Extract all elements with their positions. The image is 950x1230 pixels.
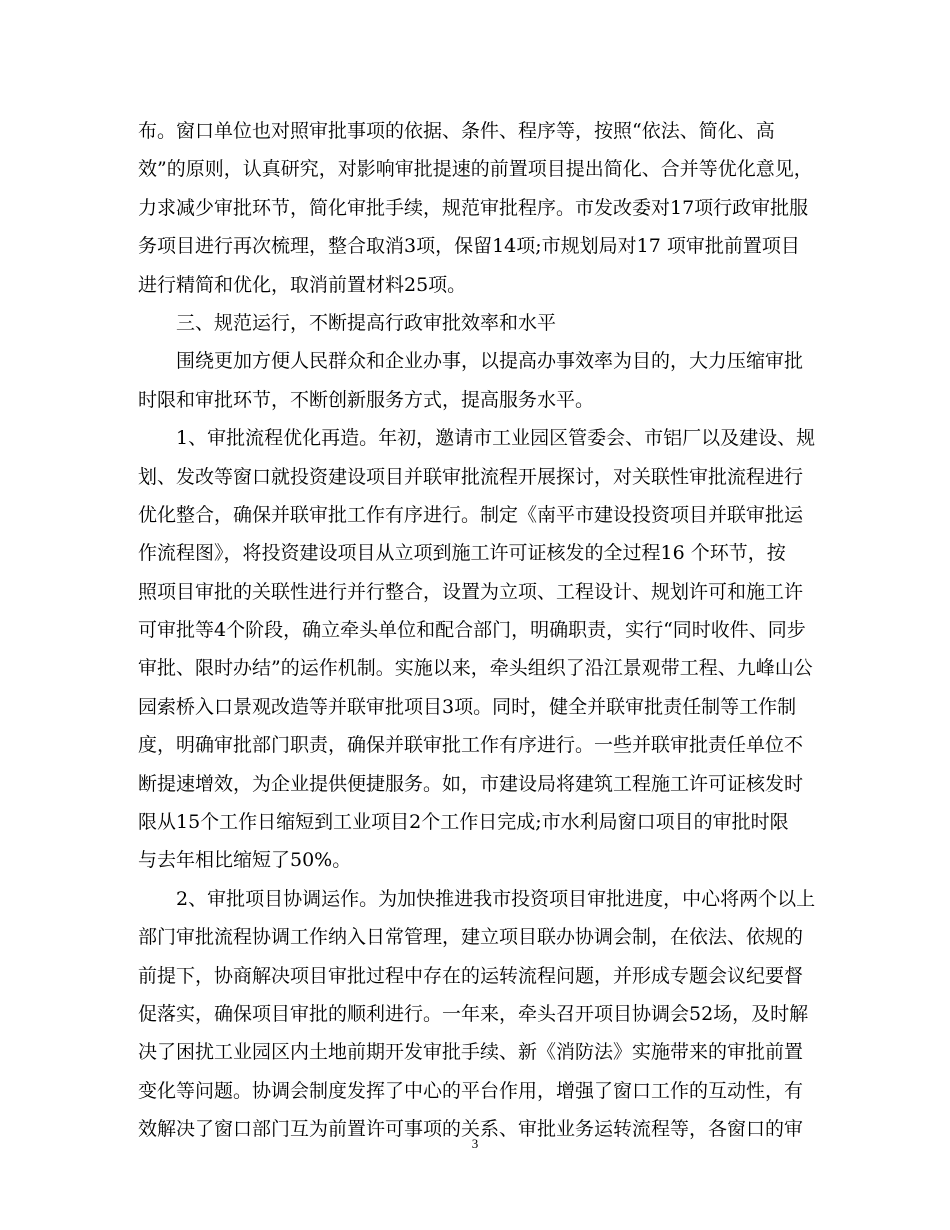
paragraph-line: 划、发改等窗口就投资建设项目并联审批流程开展探讨，对关联性审批流程进行 — [138, 465, 804, 488]
paragraph-line: 时限和审批环节，不断创新服务方式，提高服务水平。 — [138, 388, 595, 411]
paragraph-line: 优化整合，确保并联审批工作有序进行。制定《南平市建设投资项目并联审批运 — [138, 503, 804, 526]
paragraph-line: 断提速增效，为企业提供便捷服务。如，市建设局将建筑工程施工许可证核发时 — [138, 772, 804, 795]
page-number: 3 — [471, 1136, 479, 1151]
paragraph-line: 限从15个工作日缩短到工业项目2个工作日完成;市水利局窗口项目的审批时限 — [138, 811, 789, 834]
paragraph-line: 与去年相比缩短了50%。 — [138, 849, 352, 872]
paragraph-line: 围绕更加方便人民群众和企业办事，以提高办事效率为目的，大力压缩审批 — [176, 350, 804, 373]
paragraph-line: 2、审批项目协调运作。为加快推进我市投资项目审批进度，中心将两个以上 — [176, 887, 816, 910]
paragraph-line: 效”的原则，认真研究，对影响审批提速的前置项目提出简化、合并等优化意见， — [138, 158, 813, 181]
paragraph-line: 前提下，协商解决项目审批过程中存在的运转流程问题，并形成专题会议纪要督 — [138, 964, 804, 987]
paragraph-line: 变化等问题。协调会制度发挥了中心的平台作用，增强了窗口工作的互动性，有 — [138, 1079, 804, 1102]
paragraph-line: 促落实，确保项目审批的顺利进行。一年来，牵头召开项目协调会52场，及时解 — [138, 1002, 809, 1025]
section-heading: 三、规范运行，不断提高行政审批效率和水平 — [176, 311, 557, 334]
document-body — [138, 112, 814, 1149]
paragraph-line: 照项目审批的关联性进行并行整合，设置为立项、工程设计、规划许可和施工许 — [138, 580, 804, 603]
paragraph-line: 务项目进行再次梳理，整合取消3项，保留14项;市规划局对17 项审批前置项目 — [138, 235, 800, 258]
paragraph-line: 可审批等4个阶段，确立牵头单位和配合部门，明确职责，实行“同时收件、同步 — [138, 619, 806, 642]
paragraph-line: 度，明确审批部门职责，确保并联审批工作有序进行。一些并联审批责任单位不 — [138, 734, 804, 757]
paragraph-line: 效解决了窗口部门互为前置许可事项的关系、审批业务运转流程等，各窗口的审 — [138, 1118, 804, 1141]
paragraph-line: 园索桥入口景观改造等并联审批项目3项。同时，健全并联审批责任制等工作制 — [138, 695, 797, 718]
paragraph-line: 力求减少审批环节，简化审批手续，规范审批程序。市发改委对17项行政审批服 — [138, 196, 809, 219]
paragraph-line: 布。窗口单位也对照审批事项的依据、条件、程序等，按照“依法、简化、高 — [138, 120, 775, 142]
paragraph-line: 作流程图》，将投资建设项目从立项到施工许可证核发的全过程16 个环节，按 — [138, 542, 786, 565]
paragraph-line: 决了困扰工业园区内土地前期开发审批手续、新《消防法》实施带来的审批前置 — [138, 1041, 804, 1064]
paragraph-line: 进行精简和优化，取消前置材料25项。 — [138, 273, 467, 296]
paragraph-line: 1、审批流程优化再造。年初，邀请市工业园区管委会、市铝厂以及建设、规 — [176, 427, 816, 450]
paragraph-line: 部门审批流程协调工作纳入日常管理，建立项目联办协调会制，在依法、依规的 — [138, 926, 804, 949]
paragraph-line: 审批、限时办结”的运作机制。实施以来，牵头组织了沿江景观带工程、九峰山公 — [138, 657, 813, 680]
